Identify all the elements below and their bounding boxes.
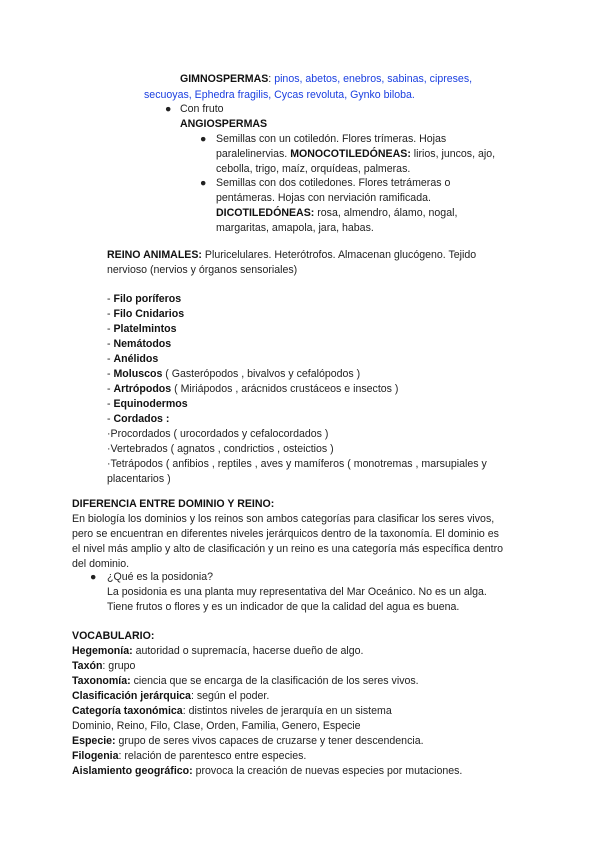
mono-line-1: Semillas con un cotiledón. Flores trímeras. Hojas — [216, 133, 447, 145]
vocab-item: Taxón: grupo — [72, 660, 136, 672]
list-item: - Platelmintos — [107, 323, 177, 335]
di-line-1: Semillas con dos cotiledones. Flores tetrámeras o — [216, 177, 451, 189]
list-item: - Equinodermos — [107, 398, 188, 410]
di-line-2: pentámeras. Hojas con nerviación ramificada. — [216, 192, 431, 204]
mono-line-2: paralelinervias. MONOCOTILEDÓNEAS: lirios, juncos, ajo, — [216, 148, 496, 160]
reino-animales-desc-cont: nervioso (nervios y órganos sensoriales) — [107, 264, 298, 276]
list-item: - Artrópodos ( Miriápodos , arácnidos crustáceos e insectos ) — [107, 383, 399, 395]
vocab-item: Aislamiento geográfico: provoca la creación de nuevas especies por mutaciones. — [72, 765, 463, 777]
list-item: - Moluscos ( Gasterópodos , bivalvos y cefalópodos ) — [107, 368, 361, 380]
angiospermas-intro: Con fruto — [180, 103, 224, 115]
vocabulario-heading: VOCABULARIO: — [72, 630, 155, 642]
angiospermas-label: ANGIOSPERMAS — [180, 118, 268, 130]
bullet: ● — [90, 571, 97, 583]
diferencia-paragraph-line: En biología los dominios y los reinos son ambos categorías para clasificar los seres vivos, — [72, 513, 495, 525]
gimnospermas-separator: : — [268, 73, 275, 85]
posidonia-answer: La posidonia es una planta muy representativa del Mar Oceánico. No es un alga. — [107, 586, 487, 598]
bullet: ● — [165, 103, 172, 115]
reino-animales-paragraph — [107, 248, 476, 278]
monocotiledoneas-text — [216, 132, 495, 177]
vocab-item: Especie: grupo de seres vivos capaces de cruzarse y tener descendencia. — [72, 735, 424, 747]
gimnospermas-examples-cont: secuoyas, Ephedra fragilis, Cycas revoluta, Gynko biloba. — [144, 89, 415, 101]
vocabulario-section — [72, 629, 462, 779]
vocab-item: Filogenia: relación de parentesco entre especies. — [72, 750, 307, 762]
posidonia-answer-cont: Tiene frutos o flores y es un indicador de que la calidad del agua es buena. — [107, 601, 460, 613]
list-item: - Filo poríferos — [107, 293, 182, 305]
reino-animales-label: REINO ANIMALES: — [107, 249, 202, 261]
bullet: ● — [200, 177, 207, 189]
posidonia-question: ¿Qué es la posidonia? — [107, 571, 214, 583]
gimnospermas-label: GIMNOSPERMAS — [180, 73, 269, 85]
list-item: - Anélidos — [107, 353, 159, 365]
di-line-4: margaritas, amapola, jara, habas. — [216, 222, 374, 234]
vocab-item: Categoría taxonómica: distintos niveles de jerarquía en un sistema — [72, 705, 392, 717]
procordados-item: ·Procordados ( urocordados y cefalocordados ) — [107, 428, 329, 440]
vocab-item: Dominio, Reino, Filo, Clase, Orden, Familia, Genero, Especie — [72, 720, 361, 732]
tetrapodos-item: ·Tetrápodos ( anfibios , reptiles , aves y mamíferos ( monotremas , marsupiales y — [107, 458, 487, 470]
diferencia-paragraph-line: del dominio. — [72, 558, 130, 570]
dicotiledoneas-text — [216, 176, 457, 236]
list-item: - Nemátodos — [107, 338, 172, 350]
list-item: - Filo Cnidarios — [107, 308, 185, 320]
tetrapodos-item-cont: placentarios ) — [107, 473, 171, 485]
vocab-item: Clasificación jerárquica: según el poder. — [72, 690, 270, 702]
phyla-list — [107, 292, 487, 487]
diferencia-section — [72, 497, 503, 572]
diferencia-paragraph-line: pero se encuentran en diferentes niveles jerárquicos dentro de la taxonomía. El dominio es — [72, 528, 499, 540]
dicotiledoneas-label: DICOTILEDÓNEAS: — [216, 207, 315, 219]
vertebrados-item: ·Vertebrados ( agnatos , condrictios , osteictios ) — [107, 443, 334, 455]
vocab-item: Hegemonía: autoridad o supremacía, hacerse dueño de algo. — [72, 645, 364, 657]
monocotiledoneas-label: MONOCOTILEDÓNEAS: — [290, 148, 411, 160]
diferencia-heading: DIFERENCIA ENTRE DOMINIO Y REINO: — [72, 498, 275, 510]
mono-line-3: cebolla, trigo, maíz, orquídeas, palmeras. — [216, 163, 411, 175]
gimnospermas-examples: pinos, abetos, enebros, sabinas, cipreses, — [274, 73, 473, 85]
reino-animales-desc: Pluricelulares. Heterótrofos. Almacenan glucógeno. Tejido — [201, 249, 477, 261]
gimnospermas-line — [180, 72, 472, 87]
posidonia-block — [107, 570, 487, 615]
vocab-item: Taxonomía: ciencia que se encarga de la clasificación de los seres vivos. — [72, 675, 419, 687]
di-line-3: DICOTILEDÓNEAS: rosa, almendro, álamo, nogal, — [216, 207, 458, 219]
list-item: - Cordados : — [107, 413, 170, 425]
bullet: ● — [200, 133, 207, 145]
diferencia-paragraph-line: el nivel más amplio y alto de clasificación y un reino es una categoría más específica dentro — [72, 543, 504, 555]
